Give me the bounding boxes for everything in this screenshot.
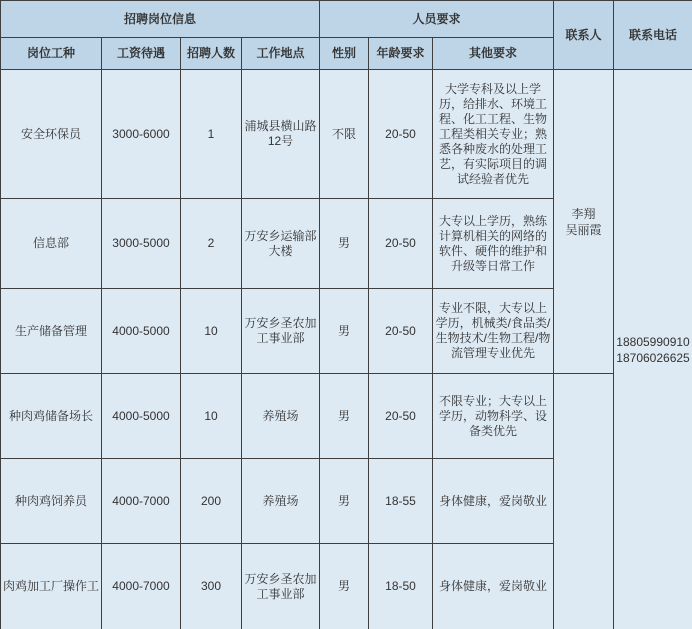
header-contact-phone: 联系电话 <box>614 1 692 70</box>
header-contact-person: 联系人 <box>554 1 614 70</box>
job-title-cell: 种肉鸡饲养员 <box>1 459 102 544</box>
col-header-age-req: 年龄要求 <box>369 38 433 70</box>
contact-name: 吴丽霞 <box>565 222 602 237</box>
col-header-salary: 工资待遇 <box>102 38 181 70</box>
header-group-row <box>1 1 692 38</box>
col-header-location: 工作地点 <box>242 38 320 70</box>
other-req-cell: 不限专业；大专以上学历，动物科学、设备类优先 <box>433 374 554 459</box>
other-req-cell: 身体健康，爱岗敬业 <box>433 459 554 544</box>
location-cell: 万安乡圣农加工事业部 <box>242 289 320 374</box>
headcount-cell: 1 <box>181 70 242 199</box>
age-cell: 20-50 <box>369 199 433 289</box>
gender-cell: 男 <box>320 459 369 544</box>
job-title-cell: 种肉鸡储备场长 <box>1 374 102 459</box>
location-cell: 浦城县横山路12号 <box>242 70 320 199</box>
job-title-cell: 肉鸡加工厂操作工 <box>1 544 102 629</box>
col-header-gender: 性别 <box>320 38 369 70</box>
table-row <box>1 374 692 459</box>
salary-cell: 4000-5000 <box>102 289 181 374</box>
age-cell: 20-50 <box>369 289 433 374</box>
headcount-cell: 200 <box>181 459 242 544</box>
header-group-personnel-req: 人员要求 <box>320 1 554 38</box>
col-header-job-type: 岗位工种 <box>1 38 102 70</box>
location-cell: 万安乡运输部大楼 <box>242 199 320 289</box>
salary-cell: 4000-5000 <box>102 374 181 459</box>
contact-name: 李翔 <box>571 206 596 221</box>
gender-cell: 男 <box>320 199 369 289</box>
job-title-cell: 安全环保员 <box>1 70 102 199</box>
contact-person-cell <box>554 70 614 374</box>
col-header-headcount: 招聘人数 <box>181 38 242 70</box>
other-req-cell: 身体健康，爱岗敬业 <box>433 544 554 629</box>
age-cell: 18-50 <box>369 544 433 629</box>
other-req-cell: 大学专科及以上学历，给排水、环境工程、化工工程、生物工程类相关专业；熟悉各种废水的处理工艺，有实际项目的调试经验者优先 <box>433 70 554 199</box>
salary-cell: 3000-5000 <box>102 199 181 289</box>
salary-cell: 4000-7000 <box>102 459 181 544</box>
age-cell: 18-55 <box>369 459 433 544</box>
other-req-cell: 大专以上学历，熟练计算机相关的网络的软件、硬件的维护和升级等日常工作 <box>433 199 554 289</box>
location-cell: 万安乡圣农加工事业部 <box>242 544 320 629</box>
contact-phone-number: 18706026625 <box>616 350 690 365</box>
col-header-other-req: 其他要求 <box>433 38 554 70</box>
location-cell: 养殖场 <box>242 374 320 459</box>
age-cell: 20-50 <box>369 374 433 459</box>
other-req-cell: 专业不限，大专以上学历，机械类/食品类/生物技术/生物工程/物流管理专业优先 <box>433 289 554 374</box>
gender-cell: 不限 <box>320 70 369 199</box>
job-title-cell: 生产储备管理 <box>1 289 102 374</box>
contact-person-empty-cell <box>554 374 614 629</box>
headcount-cell: 2 <box>181 199 242 289</box>
gender-cell: 男 <box>320 374 369 459</box>
headcount-cell: 300 <box>181 544 242 629</box>
salary-cell: 4000-7000 <box>102 544 181 629</box>
table-row <box>1 70 692 199</box>
header-group-job-info: 招聘岗位信息 <box>1 1 320 38</box>
location-cell: 养殖场 <box>242 459 320 544</box>
contact-phone-number: 18805990910 <box>616 334 690 349</box>
job-title-cell: 信息部 <box>1 199 102 289</box>
salary-cell: 3000-6000 <box>102 70 181 199</box>
age-cell: 20-50 <box>369 70 433 199</box>
contact-phone-cell <box>614 70 692 629</box>
headcount-cell: 10 <box>181 289 242 374</box>
gender-cell: 男 <box>320 289 369 374</box>
headcount-cell: 10 <box>181 374 242 459</box>
gender-cell: 男 <box>320 544 369 629</box>
